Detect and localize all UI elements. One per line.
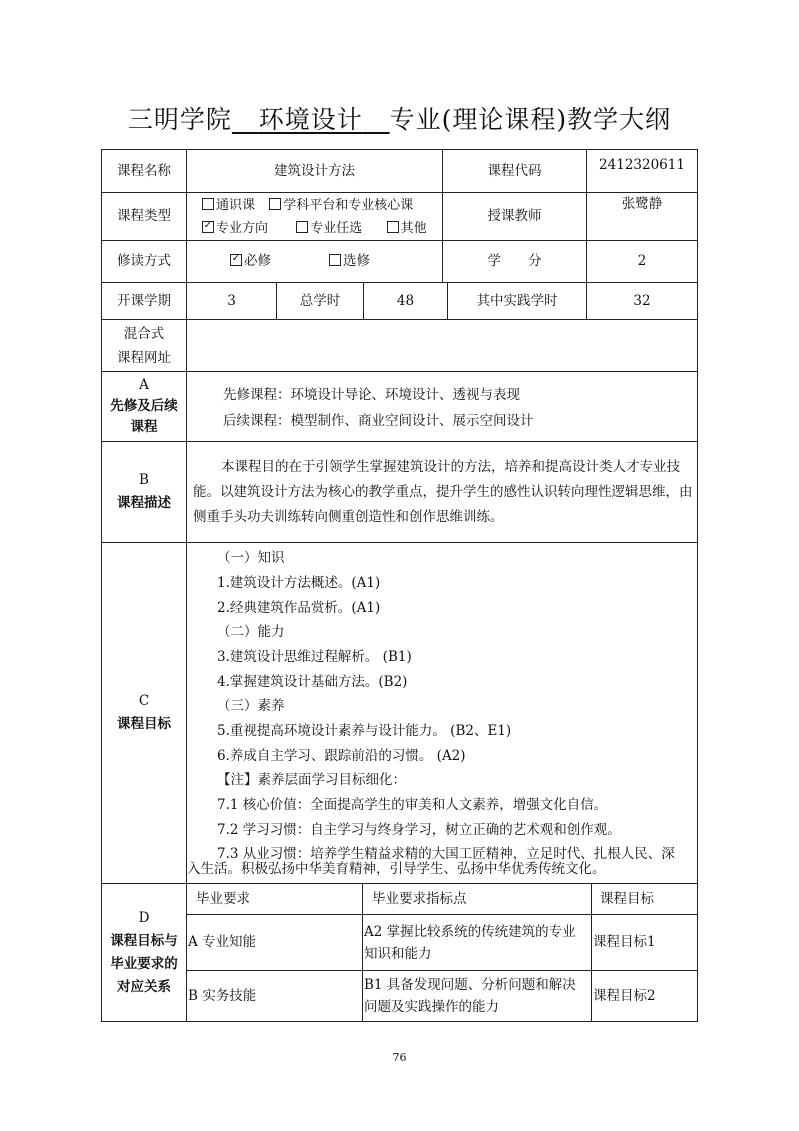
type-option-core[interactable]: 学科平台和专业核心课 <box>269 198 413 213</box>
section-d-label: D 课程目标与 毕业要求的 对应关系 <box>110 909 178 995</box>
header-indicator: 毕业要求指标点 <box>372 890 467 907</box>
goal-detail: 7.3 从业习惯：培养学生精益求精的大国工匠精神，立足时代、扎根人民、深 <box>217 846 675 862</box>
course-type-label: 课程类型 <box>117 208 171 225</box>
mapping-indicator: A2 掌握比较系统的传统建筑的专业知识和能力 <box>364 923 576 962</box>
credit-value: 2 <box>637 253 647 270</box>
goal-heading-literacy: （三）素养 <box>217 698 285 714</box>
goal-detail: 7.1 核心价值：全面提高学生的审美和人文素养，增强文化自信。 <box>217 797 608 813</box>
goal-heading-knowledge: （一）知识 <box>217 550 285 566</box>
credit-label: 学 分 <box>487 253 542 270</box>
mapping-goal: 课程目标1 <box>593 934 656 951</box>
study-mode-options <box>230 241 442 282</box>
online-url-value[interactable] <box>190 320 695 371</box>
goal-detail: 7.2 学习习惯：自主学习与终身学习，树立正确的艺术观和创作观。 <box>217 822 621 838</box>
mode-option-elective[interactable]: 选修 <box>329 251 370 272</box>
mode-option-required[interactable]: ✓ 必修 <box>230 251 271 272</box>
checkbox-icon <box>296 221 308 233</box>
section-a-content <box>223 382 534 434</box>
total-hours-label: 总学时 <box>299 292 341 309</box>
study-mode-label: 修读方式 <box>117 253 171 270</box>
mapping-req: B 实务技能 <box>188 987 257 1004</box>
section-a-label: A 先修及后续 课程 <box>110 377 178 435</box>
mapping-indicator: B1 具备发现问题、分析问题和解决问题及实践操作的能力 <box>364 977 576 1015</box>
prerequisite-courses: 先修课程：环境设计导论、环境设计、透视与表现 <box>223 387 520 403</box>
type-option-direction[interactable]: ✓专业方向 <box>202 221 268 236</box>
type-option-elective[interactable]: 专业任选 <box>296 221 362 236</box>
mapping-req: A 专业知能 <box>188 934 257 951</box>
goal-item: 4.掌握建筑设计基础方法。(B2) <box>217 674 408 690</box>
practice-hours-value: 32 <box>633 292 651 309</box>
page-title <box>0 100 799 136</box>
title-prefix: 三明学院 <box>127 105 232 134</box>
checkbox-icon <box>329 254 341 266</box>
goal-detail: 入生活。积极弘扬中华美育精神，引导学生、弘扬中华优秀传统文化。 <box>187 861 606 877</box>
mapping-goal: 课程目标2 <box>593 987 656 1004</box>
goal-heading-ability: （二）能力 <box>217 624 285 640</box>
course-type-options <box>202 193 442 240</box>
goal-item: 5.重视提高环境设计素养与设计能力。 (B2、E1) <box>217 723 512 739</box>
course-name-value: 建筑设计方法 <box>274 162 355 179</box>
course-code-value: 2412320611 <box>599 156 685 173</box>
page-number: 76 <box>392 1051 407 1064</box>
teacher-value: 张鹭静 <box>621 195 663 212</box>
total-hours-value: 48 <box>396 292 415 309</box>
goal-item: 2.经典建筑作品赏析。(A1) <box>217 600 381 616</box>
goal-item: 1.建筑设计方法概述。(A1) <box>217 575 381 591</box>
title-suffix: 专业(理论课程)教学大纲 <box>389 105 672 134</box>
checkbox-icon <box>202 198 214 210</box>
practice-hours-label: 其中实践学时 <box>476 292 558 309</box>
header-course-goal: 课程目标 <box>600 890 654 907</box>
type-option-general[interactable]: 通识课 <box>202 198 255 213</box>
checkbox-icon <box>387 221 399 233</box>
section-b-label: B 课程描述 <box>117 472 171 511</box>
goal-note: 【注】素养层面学习目标细化： <box>217 772 406 788</box>
header-grad-requirement: 毕业要求 <box>196 890 250 907</box>
course-code-label: 课程代码 <box>487 162 542 179</box>
title-major <box>232 105 390 134</box>
followup-courses: 后续课程：模型制作、商业空间设计、展示空间设计 <box>223 413 534 429</box>
course-name-label: 课程名称 <box>117 162 171 179</box>
teacher-label: 授课教师 <box>487 208 542 225</box>
semester-label: 开课学期 <box>117 292 171 309</box>
goal-item: 6.养成自主学习、跟踪前沿的习惯。 (A2) <box>217 748 466 764</box>
checked-checkbox-icon <box>230 254 242 266</box>
section-c-label: C 课程目标 <box>117 693 171 732</box>
title-major-text: 环境设计 <box>258 105 363 134</box>
online-url-label: 混合式 课程网址 <box>117 325 171 366</box>
checkbox-icon <box>269 198 281 210</box>
course-description: 本课程目的在于引领学生掌握建筑设计的方法，培养和提高设计类人才专业技能。以建筑设计方法为核心的教学重点，提升学生的感性认识转向理性逻辑思维，由侧重手头功夫训练转向侧重创造性和创作思维训练。 <box>193 459 693 525</box>
semester-value: 3 <box>227 292 236 309</box>
type-option-other[interactable]: 其他 <box>387 221 427 236</box>
checked-checkbox-icon <box>202 221 214 233</box>
goal-item: 3.建筑设计思维过程解析。 (B1) <box>217 649 412 665</box>
